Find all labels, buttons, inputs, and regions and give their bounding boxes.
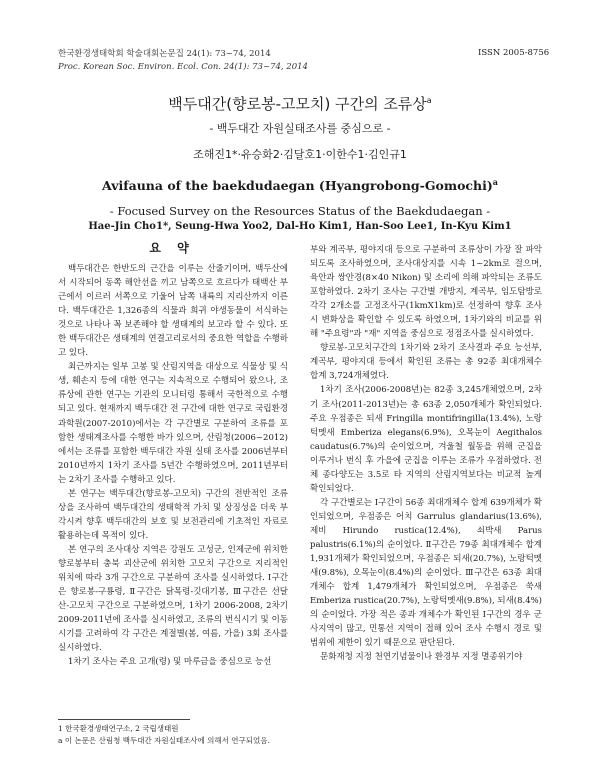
paragraph: 각 구간별로는 Ⅰ구간이 56종 최대개체수 합계 639개체가 확인되었으며, 우점종은 어치 Garrulus glandarius(13.6%), 제비 Hirundo rustica(12.4%), 쇠박새 Parus palustris(6.1%)의 순이었다. Ⅱ구간은 79종 최대개체수 합계 1,931개체가 확인되었으며, 우점종은 되새(20.7%), 노랑턱멧새(9.8%), 오목눈이(8.4%)의 순이었다. Ⅲ구간은 63종 최대개체수 합계 1,479개체가 확인되었으며, 우점종은 쑥새 Emberiza rustica(20.7%), 노랑턱멧새(9.8%), 되새(8.4%)의 순이었다. 가장 적은 종과 개체수가 확인된 Ⅰ구간의 경우 군사지역이 많고, 민통선 지역이 접해 있어 조사 수행시 경로 및 범위에 제한이 있기 때문으로 판단된다.: [310, 497, 543, 649]
journal-citation-en: Proc. Korean Soc. Environ. Ecol. Con. 24(1): 73~74, 2014: [58, 62, 308, 72]
title-en-text: Avifauna of the baekdudaegan (Hyangrobong-Gomochi): [102, 178, 493, 194]
abstract-heading: 요 약: [149, 241, 195, 255]
paragraph: 향로봉-고모치구간의 1차기와 2차기 조사결과 주요 능선부, 계곡부, 평야지대 등에서 확인된 조류는 총 92종 최대개체수 합계 3,724개체였다.: [310, 343, 542, 382]
footnote-affiliation: 1 한국환경생태연구소, 2 국립생태원: [58, 724, 179, 733]
paragraph: 부와 계곡부, 평야지대 등으로 구분하여 조류상이 가장 잘 파악되도록 조사하였으며, 조사대상지를 시속 1~2km로 걸으며, 육안과 쌍안경(8×40 Nikon) 및 소리에 의해 파악되는 조류도 포함하였다. 2차기 조사는 구간별 개방지, 계곡부, 임도탐방로 각각 2개소를 고정조사구(1kmX1km)로 선정하여 향후 조사시 변화상을 확인할 수 있도록 하였으며, 1차기와의 비교를 위해 "주요령"과 "재" 지역을 중심으로 정점조사를 실시하였다.: [310, 245, 542, 340]
left-column: [58, 262, 288, 669]
footnotes: [58, 723, 270, 747]
paragraph: 1차기 조사는 주요 고개(령) 및 마루금을 중심으로 능선: [68, 657, 272, 668]
title-ko: [0, 93, 600, 114]
footnote-funding: a 이 논문은 산림청 백두대간 자원실태조사에 의해서 연구되었음.: [58, 736, 270, 745]
title-ko-footnote-mark: a: [426, 96, 432, 105]
paragraph: 1차기 조사(2006-2008년)는 82종 3,245개체였으며, 2차기 조사(2011-2013년)는 총 63종 2,050개체가 확인되었다. 주요 우점종은 되새 Fringilla montifringilla(13.4%), 노랑턱멧새 Emberiza elegans(6.9%), 오목눈이 Aegithalos caudatus(6.7%)의 순이었으며, 겨울철 월동을 위해 군집을 이루거나 번식 후 가을에 군집을 이루는 조류가 우점하였다. 전체 종다양도는 3.5로 타 지역의 산림지역보다는 비교적 높게 확인되었다.: [310, 385, 542, 494]
authors-en: Hae-Jin Cho1*, Seung-Hwa Yoo2, Dal-Ho Kim1, Han-Soo Lee1, In-Kyu Kim1: [88, 221, 512, 232]
paragraph: 본 연구는 백두대간(향로봉-고모치) 구간의 전반적인 조류상을 조사하여 백두대간의 생태학적 가치 및 상징성을 더욱 부각시켜 향후 백두대간의 보호 및 보전관리에 기초적인 자료로 활용하는데 목적이 있다.: [58, 488, 288, 541]
title-en: [0, 177, 600, 193]
title-ko-text: 백두대간(향로봉-고모치) 구간의 조류상: [168, 95, 427, 113]
issn: ISSN 2005-8756: [478, 48, 550, 58]
paragraph: 문화재청 지정 천연기념물이나 환경부 지정 멸종위기야: [320, 652, 523, 663]
footnote-divider: [58, 719, 190, 720]
paragraph: 백두대간은 한반도의 근간을 이루는 산줄기이며, 백두산에서 시작되어 동쪽 해안선을 끼고 남쪽으로 흐르다가 태백산 부근에서 이르러 서쪽으로 기울어 남쪽 내륙의 지리산까지 이른다. 백두대간은 1,326종의 식물과 희귀 야생동물이 서식하는 것으로 나타나 꼭 보존해야 할 생태계의 보고라 할 수 있다. 또한 백두대간은 생태계의 연결고리로서의 중요한 역할을 수행하고 있다.: [58, 264, 288, 359]
subtitle-en: - Focused Survey on the Resources Status of the Baekdudaegan -: [109, 204, 491, 218]
right-column: [310, 243, 542, 664]
paragraph: 본 연구의 조사대상 지역은 강원도 고성군, 인제군에 위치한 향로봉부터 충북 괴산군에 위치한 고모치 구간으로 지리적인 위치에 따라 3개 구간으로 구분하여 조사를 실시하였다. Ⅰ구간은 향로봉-구룡령, Ⅱ구간은 닭목령-깃대기봉, Ⅲ구간은 선달산-고모치 구간으로 구분하였으며, 1차기 2006-2008, 2차기 2009-2011년에 조사를 실시하였고, 조류의 번식시기 및 이동시기를 고려하여 각 구간은 계절별(봄, 여름, 가을) 3회 조사를 실시하였다.: [58, 544, 288, 654]
subtitle-ko: - 백두대간 자원실태조사를 중심으로 -: [209, 122, 391, 135]
journal-citation-ko: 한국환경생태학회 학술대회논문집 24(1): 73~74, 2014: [58, 49, 271, 59]
paragraph: 최근까지는 일부 고봉 및 산림지역을 대상으로 식물상 및 식생, 훼손지 등에 대한 연구는 지속적으로 수행되어 왔으나, 조류상에 관한 연구는 기관의 모니터링 통해서 국한적으로 수행되고 있다. 현재까지 백두대간 전 구간에 대한 연구로 국립환경과학원(2007-2010)에서는 각 구간별로 구분하여 조류를 포함한 생태계조사를 수행한 바가 있으며, 산림청(2006~2012)에서는 조류를 포함한 백두대간 자원 실태 조사를 2006년부터 2010년까지 1차기 조사를 5년간 수행하였으며, 2011년부터는 2차기 조사를 수행하고 있다.: [58, 362, 288, 485]
journal-header: [58, 48, 308, 74]
title-en-footnote-mark: a: [492, 177, 498, 187]
authors-ko: 조해진1*·유승화2·김달호1·이한수1·김인규1: [193, 148, 407, 161]
